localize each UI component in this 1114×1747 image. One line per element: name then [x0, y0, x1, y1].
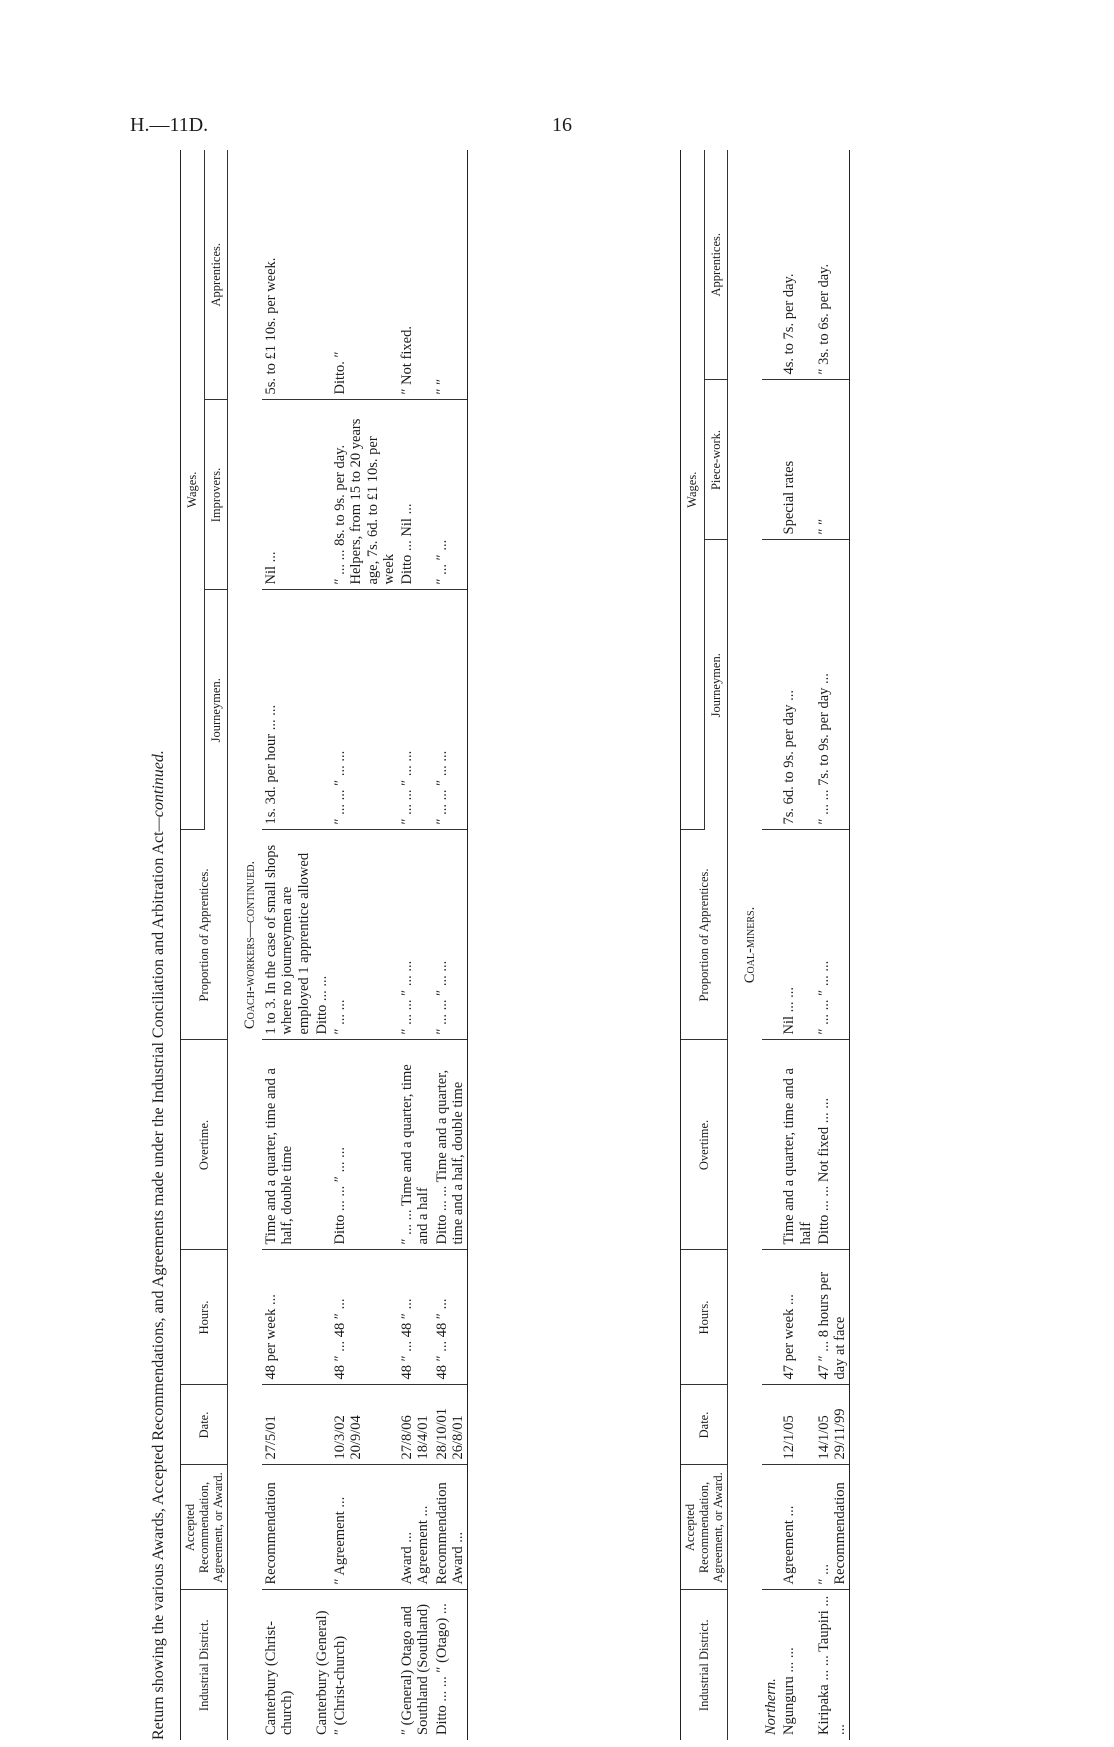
cell-improvers: ″ ... ... 8s. to 9s. per day. Helpers, from 15 to 20 years age, 7s. 6d. to £1 10s. per week [331, 400, 398, 590]
cell-date: 12/1/05 [780, 1385, 814, 1465]
empty-cell [762, 380, 780, 540]
empty-cell [762, 1385, 780, 1465]
cell-district: Canterbury (General) [313, 1610, 330, 1735]
cell-district: Kiripaka ... ... Taupiri ... ... [815, 1590, 850, 1740]
empty-cell [762, 540, 780, 830]
cell-apprentices: 5s. to £1 10s. per week. [262, 150, 313, 400]
col-district: Industrial District. [181, 1590, 228, 1740]
cell-apprentices: Ditto. ″ [331, 150, 398, 400]
cell-improvers: Ditto ... Nil ... [398, 400, 432, 590]
cell-proportion: Nil ... ... [780, 830, 814, 1040]
cell-apprentices: ″ ″ [433, 150, 468, 400]
col-wages: Wages. [181, 150, 205, 830]
empty-cell [762, 1250, 780, 1385]
col-accepted: Accepted Recommendation, Agreement, or Award. [681, 1465, 728, 1590]
cell-date: 27/5/01 [262, 1385, 313, 1465]
cell-hours: 48 ″ ... 48 ″ ... [398, 1250, 432, 1385]
cell-proportion: ″ ... ... [331, 830, 398, 1040]
return-title [150, 150, 168, 1740]
cell-improvers [313, 400, 331, 590]
empty-cell [762, 1040, 780, 1250]
cell-date: 14/1/05 29/11/99 [815, 1385, 850, 1465]
col-hours: Hours. [681, 1250, 728, 1385]
cell-district: Ditto ... ... ″ (Otago) ... [433, 1590, 468, 1740]
cell-overtime: Time and a quarter, time and a half, double time [262, 1040, 313, 1250]
col-proportion: Proportion of Apprentices. [681, 830, 728, 1040]
cell-apprentices [313, 150, 331, 400]
table-row [313, 150, 331, 1740]
cell-proportion: ″ ... ... ″ ... ... [433, 830, 468, 1040]
title-text: Return showing the various Awards, Accepted Recommendations, and Agreements made under the Industrial Conciliation and Arbitration Act [150, 831, 167, 1740]
col-district: Industrial District. [681, 1590, 728, 1740]
col-journeymen: Journeymen. [704, 540, 728, 830]
cell-apprentices: 4s. to 7s. per day. [780, 150, 814, 380]
cell-accepted: ″ ... Recommendation [815, 1465, 850, 1590]
cell-accepted: Recommendation Award ... [433, 1465, 468, 1590]
section-heading: Coal-miners. [742, 906, 758, 984]
cell-journeymen: ″ ... ... 7s. to 9s. per day ... [815, 540, 850, 830]
region-row [762, 150, 780, 1740]
cell-improvers: Nil ... [262, 400, 313, 590]
cell-overtime: Ditto ... ... Time and a quarter, time and a half, double time [433, 1040, 468, 1250]
cell-district: Ngunguru ... ... [781, 1647, 798, 1735]
col-improvers: Improvers. [204, 400, 228, 590]
cell-district: ″ (General) Otago and Southland (Southland) [399, 1604, 432, 1735]
cell-accepted: Agreement ... [780, 1465, 814, 1590]
cell-overtime: ″ ... ... Time and a quarter, time and a half [398, 1040, 432, 1250]
rotated-table-sheet [150, 150, 1110, 1740]
col-wages: Wages. [681, 150, 705, 830]
cell-journeymen: ″ ... ... ″ ... ... [433, 590, 468, 830]
col-overtime: Overtime. [181, 1040, 228, 1250]
cell-district: Canterbury (Christ-church) [263, 1621, 296, 1735]
cell-overtime: Ditto ... ... Not fixed ... ... [815, 1040, 850, 1250]
cell-journeymen: ″ ... ... ″ ... ... [331, 590, 398, 830]
col-hours: Hours. [181, 1250, 228, 1385]
cell-hours: 48 ″ ... 48 ″ ... [331, 1250, 398, 1385]
cell-date [313, 1385, 331, 1465]
cell-hours: 48 per week ... [262, 1250, 313, 1385]
section-row [728, 150, 763, 1740]
table-row [815, 150, 850, 1740]
page-number: 16 [552, 114, 572, 136]
cell-overtime [313, 1040, 331, 1250]
cell-district: ″ (Christ-church) [332, 1635, 349, 1735]
cell-proportion: ″ ... ... ″ ... ... [398, 830, 432, 1040]
cell-apprentices: ″ Not fixed. [398, 150, 432, 400]
cell-date: 10/3/02 20/9/04 [331, 1385, 398, 1465]
cell-journeymen [313, 590, 331, 830]
cell-overtime: Ditto ... ... ″ ... ... [331, 1040, 398, 1250]
cell-hours: 48 ″ ... 48 ″ ... [433, 1250, 468, 1385]
cell-improvers: ″ ... ″ ... [433, 400, 468, 590]
section-heading: Coach-workers—continued. [242, 860, 258, 1030]
table-row [398, 150, 432, 1740]
empty-cell [762, 830, 780, 1040]
table-row [780, 150, 814, 1740]
col-apprentices: Apprentices. [204, 150, 228, 400]
cell-accepted [313, 1465, 331, 1590]
col-date: Date. [181, 1385, 228, 1465]
region-heading: Northern. [763, 1678, 780, 1735]
cell-journeymen: ″ ... ... ″ ... ... [398, 590, 432, 830]
empty-cell [762, 150, 780, 380]
cell-hours [313, 1250, 331, 1385]
table-row [262, 150, 313, 1740]
cell-proportion: Ditto ... ... [313, 830, 331, 1040]
document-reference: H.—11D. [130, 114, 209, 136]
col-journeymen: Journeymen. [204, 590, 228, 830]
cell-date: 28/10/01 26/8/01 [433, 1385, 468, 1465]
section-row [228, 150, 263, 1740]
header-row-1 [681, 150, 705, 1740]
empty-cell [762, 1465, 780, 1590]
coach-workers-table [180, 150, 468, 1740]
col-overtime: Overtime. [681, 1040, 728, 1250]
cell-piecework: ″ ″ [815, 380, 850, 540]
title-continued: —continued. [150, 750, 167, 832]
col-proportion: Proportion of Apprentices. [181, 830, 228, 1040]
cell-proportion: ″ ... ... ″ ... ... [815, 830, 850, 1040]
table-row [331, 150, 398, 1740]
cell-accepted: Recommendation [262, 1465, 313, 1590]
cell-accepted: Award ... Agreement ... [398, 1465, 432, 1590]
col-date: Date. [681, 1385, 728, 1465]
cell-apprentices: ″ 3s. to 6s. per day. [815, 150, 850, 380]
cell-date: 27/8/06 18/4/01 [398, 1385, 432, 1465]
col-piecework: Piece-work. [704, 380, 728, 540]
cell-piecework: Special rates [780, 380, 814, 540]
cell-accepted: ″ Agreement ... [331, 1465, 398, 1590]
header-row-1 [181, 150, 205, 1740]
col-apprentices: Apprentices. [704, 150, 728, 380]
cell-proportion: 1 to 3. In the case of small shops where no journeymen are employed 1 apprentice allowed [262, 830, 313, 1040]
table-row [433, 150, 468, 1740]
cell-hours: 47 ″ ... 8 hours per day at face [815, 1250, 850, 1385]
col-accepted: Accepted Recommendation, Agreement, or Award. [181, 1465, 228, 1590]
cell-journeymen: 7s. 6d. to 9s. per day ... [780, 540, 814, 830]
cell-hours: 47 per week ... [780, 1250, 814, 1385]
coal-miners-table [680, 150, 850, 1740]
cell-overtime: Time and a quarter, time and a half [780, 1040, 814, 1250]
cell-journeymen: 1s. 3d. per hour ... ... [262, 590, 313, 830]
